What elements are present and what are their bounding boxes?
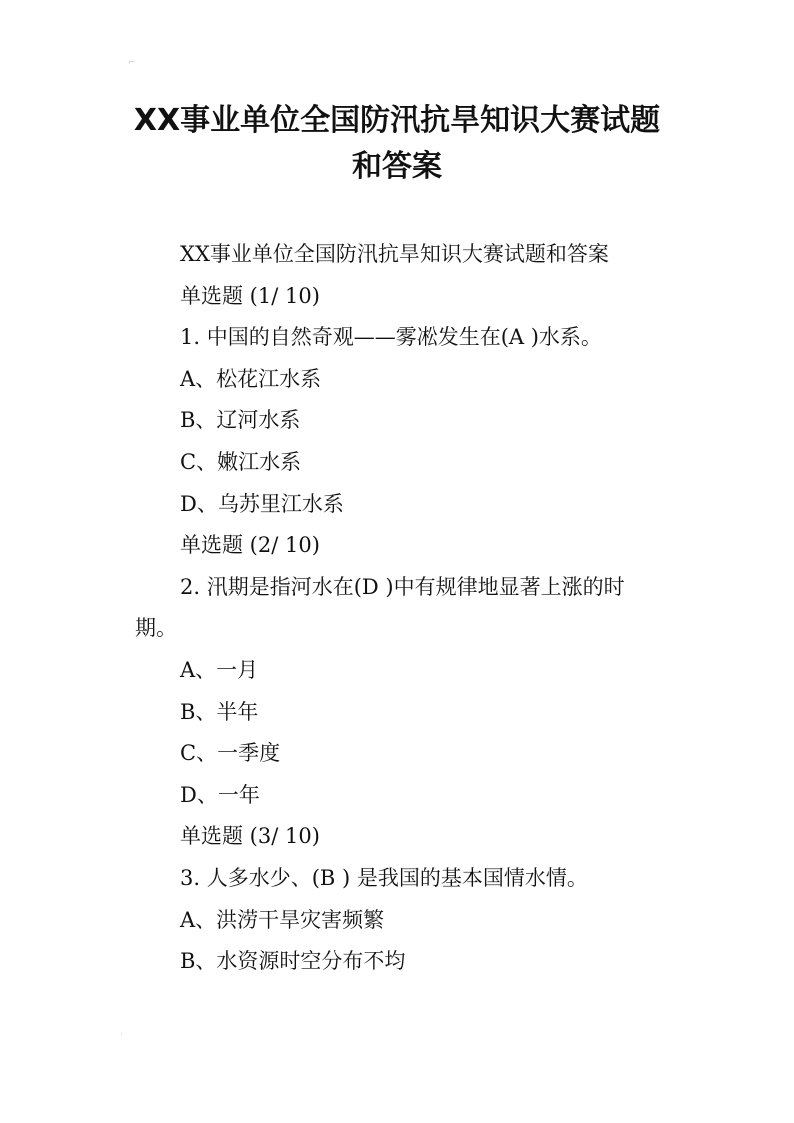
option-d: D、乌苏里江水系 [180,491,344,516]
section-heading: 单选题 (2/ 10) [180,533,320,558]
document-title: XX事业单位全国防汛抗旱知识大赛试题和答案 [133,103,661,184]
option-a: A、一月 [180,657,259,682]
option-b: B、水资源时空分布不均 [180,949,406,974]
corner-mark: · [120,1030,123,1040]
option-c: C、一季度 [180,741,281,766]
question-1: 1. 中国的自然奇观——雾凇发生在(A )水系。 [180,325,602,350]
question-3: 3. 人多水少、(B ) 是我国的基本国情水情。 [180,865,588,890]
option-a: A、松花江水系 [180,366,322,391]
section-heading: 单选题 (3/ 10) [180,824,320,849]
option-a: A、洪涝干旱灾害频繁 [180,907,385,932]
section-heading: 单选题 (1/ 10) [180,283,320,308]
corner-mark: ⌐ [128,58,136,68]
option-b: B、半年 [180,699,259,724]
question-2: 2. 汛期是指河水在(D )中有规律地显著上涨的时期。 [135,574,625,641]
option-d: D、一年 [180,782,260,807]
option-c: C、嫩江水系 [180,449,302,474]
intro-paragraph: XX事业单位全国防汛抗旱知识大赛试题和答案 [180,242,609,266]
document-body [135,234,663,983]
option-b: B、辽河水系 [180,408,301,433]
